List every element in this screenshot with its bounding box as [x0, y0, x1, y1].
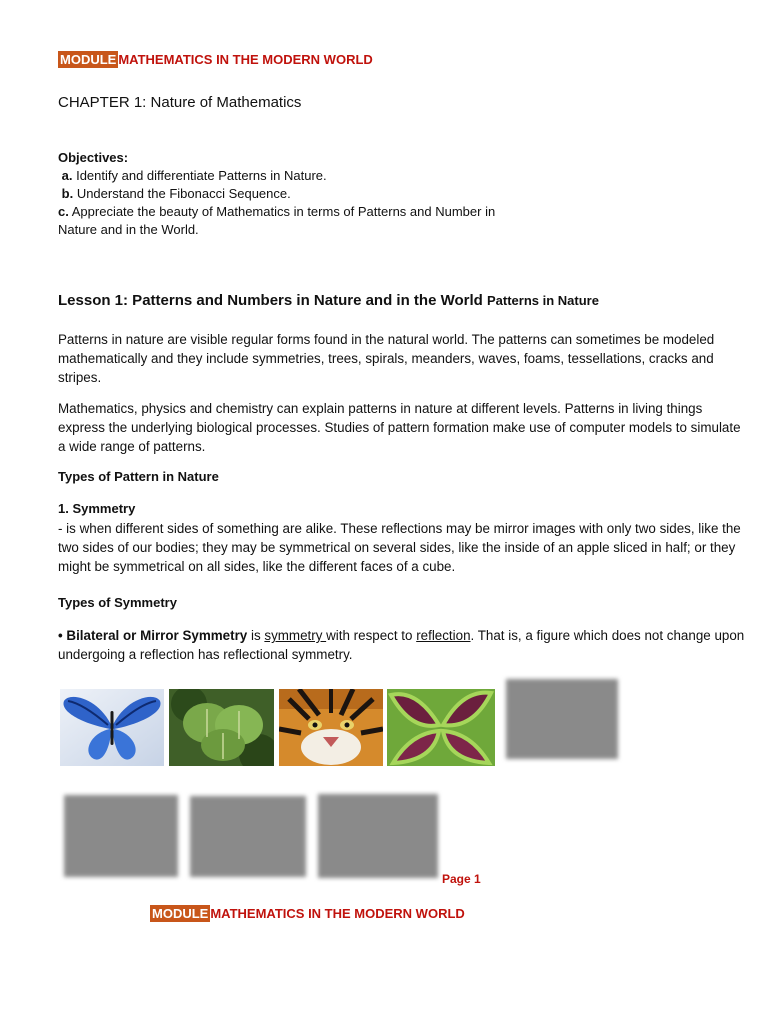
image-placeholder	[190, 796, 306, 877]
lesson-title: Lesson 1: Patterns and Numbers in Nature and in the World Patterns in Nature	[58, 292, 599, 309]
lesson-subtitle: Patterns in Nature	[486, 293, 599, 308]
symmetry-types-heading: Types of Symmetry	[58, 595, 177, 610]
objective-b: b. Understand the Fibonacci Sequence.	[61, 186, 291, 201]
footer-module-header	[150, 906, 465, 921]
bilateral-term: • Bilateral or Mirror Symmetry	[58, 628, 248, 643]
objectives-heading: Objectives:	[58, 150, 129, 165]
module-header	[58, 52, 373, 67]
image-placeholder	[64, 795, 178, 877]
paragraph-patterns: Patterns in nature are visible regular forms found in the natural world. The patterns can sometimes be modeled mathematically and they include symmetries, trees, spirals, meanders, waves, foams, tessellations, cracks and stripes.	[58, 332, 715, 385]
objective-a: a. Identify and differentiate Patterns in Nature.	[61, 168, 327, 183]
leaf-image	[169, 689, 274, 766]
bilateral-paragraph: • Bilateral or Mirror Symmetry is symmetry with respect to reflection. That is, a figure which does not change upon undergoing a reflection has reflectional symmetry.	[58, 628, 745, 662]
paragraph-mathematics: Mathematics, physics and chemistry can explain patterns in nature at different levels. Patterns in living things express the underlying biological processes. Studies of pattern formation make use of computer models to simulate a wide range of patterns.	[58, 401, 741, 454]
types-heading: Types of Pattern in Nature	[58, 469, 219, 484]
module-title: MATHEMATICS IN THE MODERN WORLD	[210, 906, 465, 921]
module-badge: MODULE	[152, 906, 209, 921]
butterfly-image	[60, 689, 164, 766]
objectives	[58, 149, 518, 239]
objective-c: c. Appreciate the beauty of Mathematics in terms of Patterns and Number in Nature and in the World.	[58, 204, 496, 237]
image-placeholder	[506, 679, 618, 759]
coleus-image	[387, 689, 495, 766]
chapter-title: CHAPTER 1: Nature of Mathematics	[58, 94, 302, 111]
symmetry-heading: 1. Symmetry	[58, 501, 136, 516]
page-number: Page 1	[442, 872, 481, 886]
reflection-link[interactable]: reflection	[416, 628, 471, 643]
symmetry-link[interactable]: symmetry	[264, 628, 327, 643]
module-badge: MODULE	[60, 52, 117, 67]
tiger-image	[279, 689, 383, 766]
image-placeholder	[318, 794, 438, 878]
symmetry-description: - is when different sides of something are alike. These reflections may be mirror images with only two sides, like the two sides of our bodies; they may be symmetrical on several sides, like the inside of an apple sliced in half; or they might be symmetrical on all sides, like the different faces of a cube.	[58, 521, 741, 574]
module-title: MATHEMATICS IN THE MODERN WORLD	[118, 52, 373, 67]
